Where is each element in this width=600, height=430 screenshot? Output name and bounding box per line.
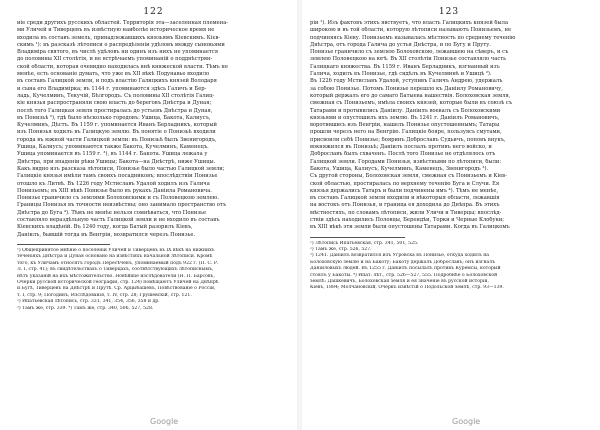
text-line: Кучелминъ, Дѣстъ. Въ 1159 г. упоминается Иванъ Берладникъ, который <box>17 122 217 129</box>
text-line: Галича, ходилъ въ Понизье, гдѣ сидѣлъ въ Кучелминѣ и Ушицѣ ²). <box>310 71 492 78</box>
text-line: Ушица, Калиусъ; упоминаются также Бакота, Кучелминъ, Каменецъ. <box>17 144 209 151</box>
main-text <box>17 20 290 239</box>
footnote-line: нѣтъ указаній на ихъ мѣстожительство. Новѣйшіе изслѣдователи (Н. П. Барсовъ, <box>17 273 215 279</box>
footnote-line: ³) 1241. Даніилъ возвратился изъ Угровска въ Понизье, откуда ходилъ на <box>310 253 490 259</box>
text-line: присвоили себѣ Понизье; бояринъ Доброславъ Судьичъ, поповъ внукъ, <box>310 136 506 143</box>
text-line: смежная съ Понизьемъ, имѣла своихъ князей, которые были въ союзѣ съ <box>310 100 513 107</box>
text-line: изъ Понизья ходилъ въ Галицкую землю. Въ понятіе о Понизьѣ входили <box>17 129 216 136</box>
google-watermark: Google <box>150 417 179 426</box>
footnote-line: ³) Тамъ же, стр. 339. ⁴) Тамъ же, стр. 340, 506, 527, 528. <box>17 305 154 311</box>
text-line: прошли черезъ него на Венгрію. Галицкіе бояре, пользуясь смутами, <box>310 129 502 136</box>
text-line: ріи ¹). Изъ фактовъ этихъ явствуетъ, что власть Галицкихъ князей была <box>310 20 509 26</box>
text-line: Понизьемъ; въ XIII вѣкѣ Понизье было въ рукахъ Даніила Романовича. <box>17 187 212 194</box>
text-line: въ Понизьѣ ²), гдѣ было нѣсколько городовъ: Ушица, Бакота, Калиусъ, <box>17 114 211 121</box>
text-line: ладь, Кучелминъ, Текучій, Бѣлгородъ. Съ половины XII столѣтія Галиц- <box>17 92 215 99</box>
left-page <box>0 0 296 430</box>
main-text <box>310 20 588 232</box>
footnote-line: теченіяхъ Днѣстра и Дуная основано на извѣстіяхъ начальной лѣтописи. Кромѣ <box>17 254 213 260</box>
footnote-line: Даніиловыхъ людей. Въ 1255 г. Даніилъ посылалъ противъ Куремсы, который <box>310 266 501 272</box>
text-line: Даніилъ, бывшій тогда въ Венгріи, возвратился черезъ Понизье. <box>17 231 196 238</box>
text-line: широкою и въ той области, которую лѣтописи называютъ Понизьемъ, не <box>310 27 512 34</box>
text-line: Галицкой земли. Городами Понизья, извѣстными по лѣтописи, были: <box>310 158 502 165</box>
footnote-line: Кіевъ, 1884; Молчановскій, Очеркъ извѣстій о Подольской землѣ, стр. 93—139. <box>310 285 504 291</box>
text-line: подчиняясь Кіеву. Понизьемъ называлась мѣстность по среднему теченію <box>310 34 516 41</box>
text-line: Галицкаго княжества. Въ 1159 г. Иванъ Берладникъ, изгнанный изъ <box>310 63 500 70</box>
text-line: Бакота, Ушица, Калиусъ, Кучелминъ, Каменецъ, Звенигородъ ³). <box>310 165 489 172</box>
text-line: послѣ того Галицкая земля простиралась до устьевъ Днѣстра и Дуная, <box>17 107 213 114</box>
right-page <box>302 0 600 430</box>
text-line: и сына его Владимірка; въ 1144 г. упоминаются здѣсь Галичъ и Бер- <box>17 85 207 92</box>
footnote-line: т. I, стр. 9; Погодинъ, Изслѣдованія, т. IV, стр. 28; Грушевскій, стр. 121. <box>17 292 192 298</box>
footnote-line: и Бугѣ, Тиверцевъ на Днѣстрѣ и Прутѣ. Ср. Арцыбашевъ, Повѣствованіе о Россіи, <box>17 286 216 292</box>
footnote-line: стоялъ у Бакоты. ⁴) Ипат. лѣт., стр. 526—527, 555. Подробнѣе о Болоховской <box>310 272 498 278</box>
footnote-line: ¹) Общепринятое мнѣніе о поселеніи Уличей и Тиверцевъ въ IX вѣкѣ на нижнихъ <box>17 247 215 253</box>
text-line: города въ южной части Галицкой земли: въ Понизьѣ былъ Звенигородъ, <box>17 136 217 143</box>
footnote-divider <box>17 244 110 245</box>
text-line: Понизье граничило съ землею Болоховскою, лежавшею на сѣверъ, и съ <box>310 49 509 56</box>
text-line: отошло къ Литвѣ. Въ 1226 году Мстиславъ Удалой ходилъ изъ Галича <box>17 180 210 187</box>
text-line: который держалъ его до самаго Батыева нашествія. Болоховская земля, <box>310 92 511 99</box>
text-line: кіе князья распространяли свою власть до береговъ Днѣстра и Дуная; <box>17 100 212 107</box>
text-line: ской области, которая очевидно находилась внѣ княжеской власти. Тѣмъ не <box>17 63 228 70</box>
text-line: Днѣстра до Буга ⁴). Тѣмъ не менѣе нельзя сомнѣваться, что Понизье <box>17 209 207 216</box>
text-line: входила въ составъ земель, принадлежавшихъ князьямъ Кіевскимъ. Кієв- <box>17 34 221 41</box>
footnotes <box>310 241 588 292</box>
text-line: Въ 1226 году Мстиславъ Удалой, уступивъ Галичъ Андрею, удержалъ <box>310 78 503 85</box>
text-line: въ XIII вѣкѣ эти земли были опустошены Татарами. Когда въ Галицкомъ <box>310 224 510 231</box>
text-line: Кіевскихъ владѣній. Въ 1240 году, когда Батый разорилъ Кіевъ, <box>17 224 193 231</box>
text-line: за собою Понизье. Потомъ Понизье перешло къ Даніилу Романовичу, <box>310 85 503 92</box>
text-line: Понизье граничило съ землями Болоховскими и съ Половецкою землею. <box>17 195 219 202</box>
text-line: иіе среди другихъ русскихъ областей. Территорія эта—заселенная племена- <box>17 20 229 26</box>
footnote-line: Очерки русской исторической географіи, стр. 124) помѣщаютъ Уличей на Днѣпрѣ <box>17 279 219 285</box>
google-watermark: Google <box>452 417 481 426</box>
text-line: на востокъ отъ Понизья, и граница ея доходила до Днѣпра. Въ этихъ <box>310 202 500 209</box>
text-line: Татарами и противились Даніилу. Даніилъ воевалъ съ Болоховскими <box>310 107 501 114</box>
page-number: 122 <box>143 7 164 17</box>
page-number: 123 <box>438 7 460 17</box>
text-line: составляло нераздѣльную часть Галицкой земли и не входило въ составъ <box>17 217 220 224</box>
text-line: ми Уличей и Тиверцевъ въ извѣстную наиболѣе историческое время не <box>17 27 215 34</box>
text-line: въ составъ Галицкой земли входили и нѣкоторыя области, лежавшія <box>310 195 500 202</box>
footnote-line: ²) Тамъ же, стр. 526, 527. <box>310 247 372 253</box>
text-line: князьями и опустошилъ ихъ землю. Въ 1241 г. Даніилъ Романовичъ, <box>310 114 500 121</box>
text-line: Ушица упоминается въ 1159 г. ³), въ 1144 г. Бакота. Ушица лежала у <box>17 151 208 158</box>
text-line: скимъ ¹): въ разсказѣ лѣтописи о распредѣленіи удѣловъ между сыновьями <box>17 41 225 48</box>
text-line: Какъ видно изъ разсказа лѣтописи, Понизье было частью Галицкой земли; <box>17 165 225 172</box>
footnote-line: землѣ: Дашкевичъ, Болоховская земля и ея значеніе въ русской исторіи, <box>310 279 489 285</box>
footnote-line: Болоховскую землю и на Бакоту; Бакоту держалъ Доброславъ; онъ изгналъ <box>310 259 496 265</box>
text-line: менѣе, есть основаніе думать, что уже въ XII вѣкѣ Подунавье входило <box>17 71 210 78</box>
text-line: до половины XII столѣтія, и не встрѣчаемъ упоминаній о подднѣстрян- <box>17 56 213 63</box>
footnote-line: Л. I, стр. 41); въ свидѣтельствахъ о Тиверцахъ, соотвѣтствующихъ лѣтописнымъ, <box>17 267 214 273</box>
text-line: воротившись изъ Венгріи, нашелъ Понизье опустошеннымъ; Татары <box>310 122 500 129</box>
footnote-divider <box>310 237 405 238</box>
text-line: Днѣстра, отъ города Галича до устья Днѣстра, и по Бугу и Пруту. <box>310 41 491 48</box>
footnote-line: ²) Ипатьевская лѣтопись, стр. 331, 341, 354, 356, 358 и др. <box>17 299 160 305</box>
text-line: Съ другой стороны, Болоховская земля, смежная съ Понизьемъ и Кіев- <box>310 173 507 180</box>
text-line: ской областью, простиралась по верхнему теченію Буга и Случи. Ея <box>310 180 500 187</box>
text-line: Владиміра святого, въ числѣ удѣловъ ни одинъ изъ нихъ не упоминается <box>17 49 218 56</box>
text-line: ствіи здѣсь находились Половцы, Берендѣи, Торки и Черные Клобуки; <box>310 217 505 224</box>
text-line: Галицкіе князья имѣли тамъ своихъ посадниковъ; впослѣдствіи Понизье <box>17 173 218 180</box>
text-line: въ составъ Галицкой земли, и подъ властію Галицкихъ князей Володаря <box>17 78 217 85</box>
text-line: Доброславъ былъ схваченъ. Послѣ того Понизье не отдѣлялось отъ <box>310 151 496 158</box>
text-line: князья держались Татаръ и были подчинены имъ ⁴). Тѣмъ не менѣе, <box>310 187 499 194</box>
text-line: вокняжился въ Понизьѣ; Даніилъ послалъ противъ него войско, и <box>310 144 492 151</box>
footnote-line: того, къ Уличамъ относятъ городъ Пересѣченъ, упоминаемый подъ 922 г. (П. С. Р. <box>17 260 219 266</box>
footnotes <box>17 248 290 312</box>
footnote-line: ¹) Лѣтопись Ипатьевская, стр. 341, 501, 525. <box>310 240 419 246</box>
text-line: мѣстностяхъ, по словамъ лѣтописи, жили Уличи и Тиверцы; впослѣд- <box>310 209 502 216</box>
text-line: Границы Понизья въ точности неизвѣстны; оно занимало пространство отъ <box>17 202 227 209</box>
text-line: землею Половецкою на югѣ. Въ XII столѣтіи Понизье составляло часть <box>310 56 506 63</box>
text-line: Днѣстра, при впаденіи рѣки Ушицы; Бакота—на Днѣстрѣ, ниже Ушицы. <box>17 158 216 165</box>
